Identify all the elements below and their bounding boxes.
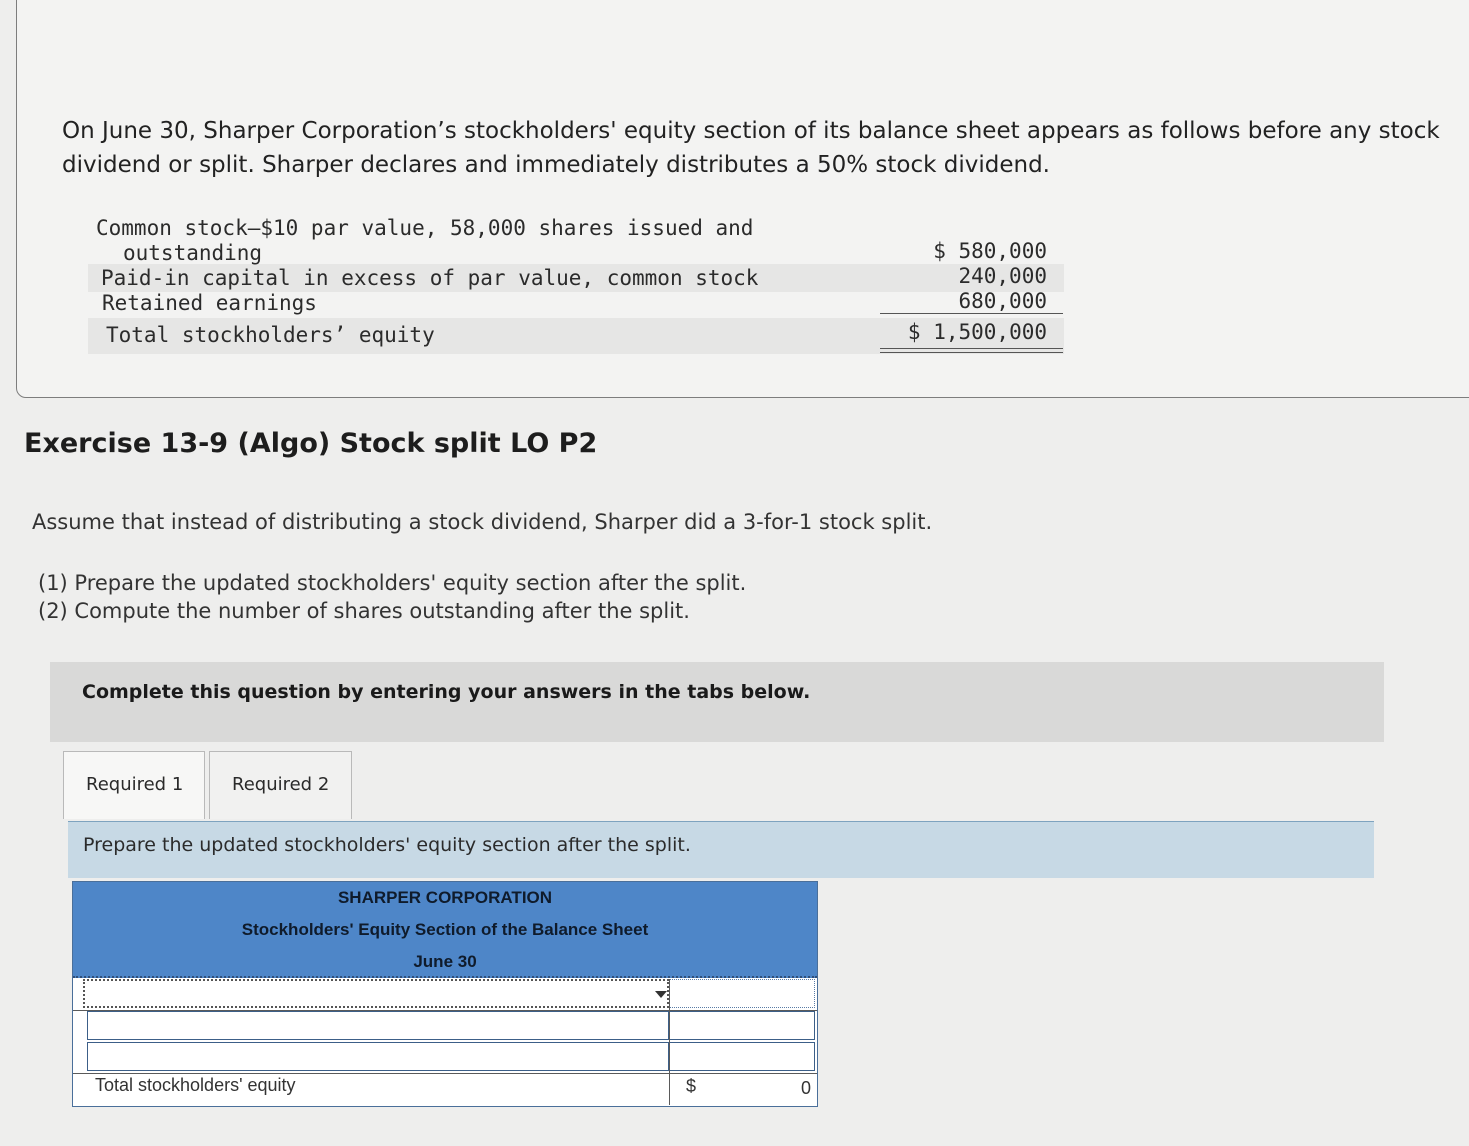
equity-label-total: Total stockholders’ equity: [106, 323, 435, 347]
column-divider: [669, 979, 670, 1105]
equity-amount-paid-in-capital: 240,000: [958, 264, 1047, 288]
equity-label-retained-earnings: Retained earnings: [102, 291, 317, 315]
answer-row: [73, 979, 817, 1011]
answer-worksheet: [72, 881, 818, 1107]
total-equity-value: 0: [801, 1078, 812, 1098]
account-input[interactable]: [87, 1042, 669, 1071]
chevron-down-icon: [655, 991, 667, 998]
requirement-1: (1) Prepare the updated stockholders' equity section after the split.: [38, 571, 747, 595]
intro-paragraph: On June 30, Sharper Corporation’s stockholders' equity section of its balance sheet appears as follows before any stock dividend or split. Sharper declares and immediately distributes a 50% stock dividend.: [62, 118, 1440, 178]
answer-row: [73, 1042, 817, 1074]
sheet-subtitle: Stockholders' Equity Section of the Balance Sheet: [73, 914, 817, 946]
equity-label-common-stock-cont: outstanding: [123, 241, 263, 265]
total-double-underline: [880, 348, 1063, 353]
total-equity-label: Total stockholders' equity: [95, 1075, 296, 1095]
amount-input[interactable]: [669, 1042, 815, 1071]
tab-required-2[interactable]: [209, 751, 352, 819]
complete-banner-text: Complete this question by entering your answers in the tabs below.: [82, 681, 811, 703]
total-currency-symbol: $: [686, 1076, 697, 1096]
amount-input[interactable]: [669, 979, 815, 1008]
equity-label-paid-in-capital: Paid-in capital in excess of par value, common stock: [101, 266, 759, 290]
tab-required-1[interactable]: [63, 751, 205, 819]
equity-amount-common-stock: $ 580,000: [933, 239, 1047, 263]
subtotal-underline: [880, 313, 1063, 314]
tab-label: Required 1: [86, 774, 184, 795]
requirement-2: (2) Compute the number of shares outstanding after the split.: [38, 599, 690, 623]
amount-input[interactable]: [669, 1011, 815, 1040]
equity-amount-total: $ 1,500,000: [907, 320, 1047, 344]
sheet-company-name: SHARPER CORPORATION: [73, 882, 817, 914]
sheet-date: June 30: [73, 946, 817, 978]
exercise-assumption: Assume that instead of distributing a stock dividend, Sharper did a 3-for-1 stock split.: [32, 510, 933, 534]
exercise-title: Exercise 13-9 (Algo) Stock split LO P2: [24, 428, 598, 459]
equity-label-common-stock: Common stock–$10 par value, 58,000 shares issued and: [96, 216, 754, 240]
account-input[interactable]: [87, 1011, 669, 1040]
instruction-text: Prepare the updated stockholders' equity section after the split.: [83, 834, 691, 856]
tab-label: Required 2: [232, 774, 330, 795]
requirements-list: [38, 569, 746, 625]
answer-row: [73, 1011, 817, 1043]
equity-amount-retained-earnings: 680,000: [958, 289, 1047, 313]
account-dropdown[interactable]: [83, 979, 669, 1008]
